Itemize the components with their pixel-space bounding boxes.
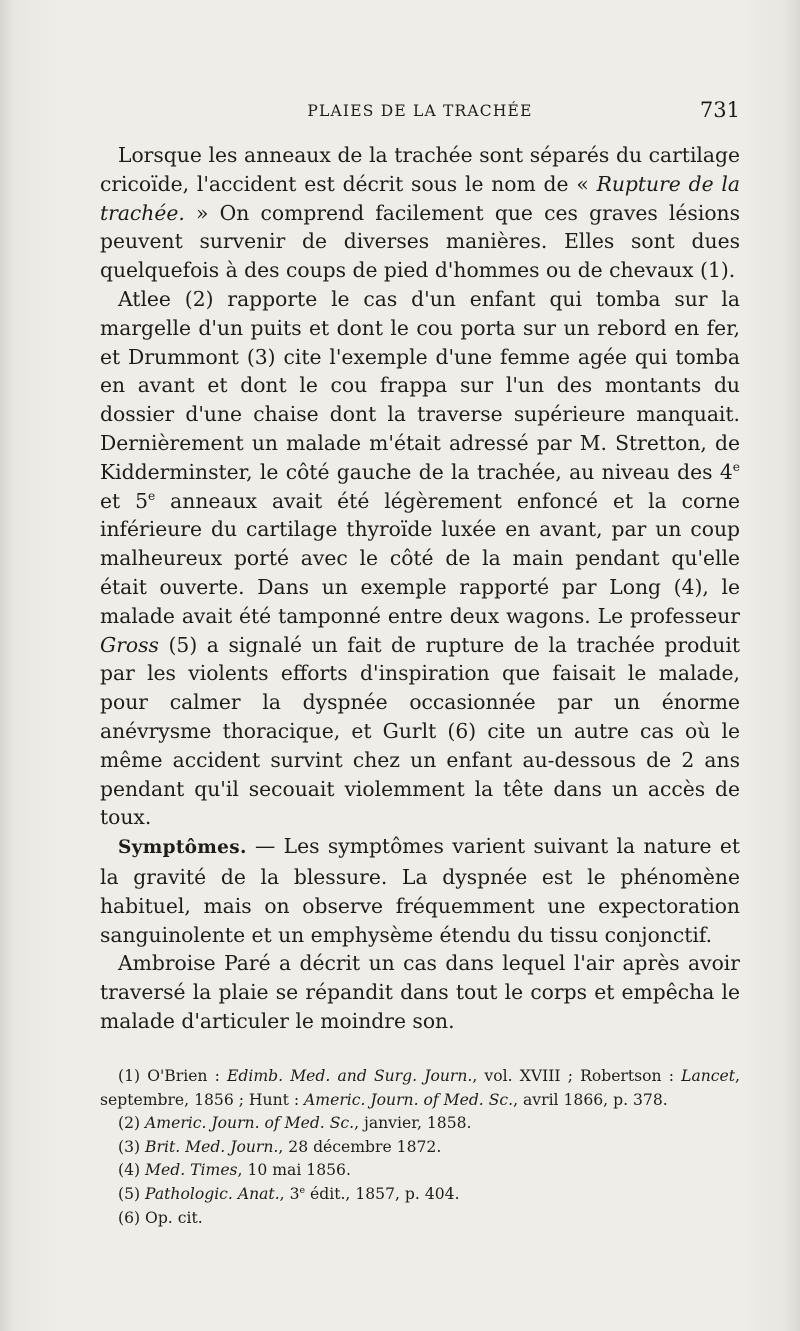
footnotes <box>100 1065 740 1230</box>
superscript: e <box>148 488 156 503</box>
running-head <box>100 98 740 128</box>
footnote-3 <box>100 1136 740 1160</box>
note-italic: Edimb. Med. and Surg. Journ. <box>227 1067 473 1085</box>
text-run: — Les symptômes varient suivant la nature et la gravité de la blessure. La dyspnée est le phénomène habituel, mais on observe fréquemment une expectoration sanguinolente et un emphysème étendu du tissu conjonctif. <box>100 834 740 947</box>
note-italic: Brit. Med. Journ. <box>145 1137 279 1156</box>
text-run: » On comprend facilement que ces graves lésions peuvent survenir de diverses manières. Elles sont dues quelquefois à des coups de pied d'hommes ou de chevaux (1). <box>100 200 740 283</box>
note-text: (2) <box>118 1114 146 1133</box>
note-text: , vol. XVIII ; Robertson : <box>472 1067 682 1085</box>
running-title: PLAIES DE LA TRACHÉE <box>307 102 533 120</box>
body-text <box>100 141 740 1036</box>
text-run: (5) a signalé un fait de rupture de la trachée produit par les violents efforts d'inspiration que faisait le malade, pour calmer la dyspnée occasionnée par un énorme anévrysme thoracique, et Gurlt (6) cite un autre cas où le même accident survint chez un enfant au-dessous de 2 ans pendant qu'il secouait violemment la tête dans un accès de toux. <box>100 632 740 830</box>
superscript: e <box>299 1184 306 1196</box>
note-text: (5) <box>118 1184 146 1203</box>
footnote-6 <box>100 1207 740 1231</box>
paragraph-pare <box>100 949 740 1035</box>
note-text: (6) Op. cit. <box>118 1208 203 1227</box>
text-run: et 5 <box>100 488 149 513</box>
footnote-2 <box>100 1112 740 1136</box>
italic-name: Gross <box>100 632 159 657</box>
note-text: , 10 mai 1856. <box>237 1161 351 1180</box>
footnote-4 <box>100 1159 740 1183</box>
note-text: , 28 décembre 1872. <box>278 1137 442 1156</box>
paragraph-symptoms <box>100 832 740 949</box>
page-number: 731 <box>699 98 740 122</box>
note-text: (3) <box>118 1137 146 1156</box>
note-text: , avril 1866, p. 378. <box>513 1090 668 1109</box>
section-heading: Symptômes. <box>118 837 247 859</box>
note-italic: Pathologic. Anat. <box>145 1184 280 1203</box>
note-italic: Americ. Journ. of Med. Sc. <box>304 1090 514 1109</box>
footnote-5 <box>100 1183 740 1207</box>
note-text: , 3 <box>279 1184 300 1203</box>
note-text: , septembre, 1856 ; Hunt : <box>100 1067 741 1109</box>
note-italic: Lancet <box>681 1067 736 1085</box>
note-text: (1) O'Brien : <box>118 1067 227 1085</box>
note-text: (4) <box>118 1161 146 1180</box>
paragraph-rupture <box>100 141 740 285</box>
note-italic: Americ. Journ. of Med. Sc. <box>145 1114 355 1133</box>
superscript: e <box>732 460 740 474</box>
note-italic: Med. Times <box>145 1161 238 1180</box>
text-run: Ambroise Paré a décrit un cas dans lequel l'air après avoir traversé la plaie se répandit dans tout le corps et empêcha le malade d'articuler le moindre son. <box>100 951 740 1033</box>
text-run: anneaux avait été légèrement enfoncé et la corne inférieure du cartilage thyroïde luxée en avant, par un coup malheureux porté avec le côté de la main pendant qu'elle était ouverte. Dans un exemple rapporté par Long (4), le malade avait été tamponné entre deux wagons. Le professeur <box>100 488 740 628</box>
text-run: Lorsque les anneaux de la trachée sont séparés du cartilage cricoïde, l'accident est décrit sous le nom de « <box>100 143 740 196</box>
paragraph-cases <box>100 285 740 832</box>
note-text: édit., 1857, p. 404. <box>305 1184 460 1203</box>
text-run: Atlee (2) rapporte le cas d'un enfant qui tomba sur la margelle d'un puits et dont le cou porta sur un rebord en fer, et Drummont (3) cite l'exemple d'une femme agée qui tomba en avant et dont le cou frappa sur l'un des montants du dossier d'une chaise dont la traverse supérieure manquait. Dernièrement un malade m'était adressé par M. Stretton, de Kidderminster, le côté gauche de la trachée, au niveau des 4 <box>100 286 740 484</box>
italic-term: Rupture de la trachée. <box>100 171 740 225</box>
footnote-1 <box>100 1065 740 1112</box>
note-text: , janvier, 1858. <box>354 1114 472 1133</box>
